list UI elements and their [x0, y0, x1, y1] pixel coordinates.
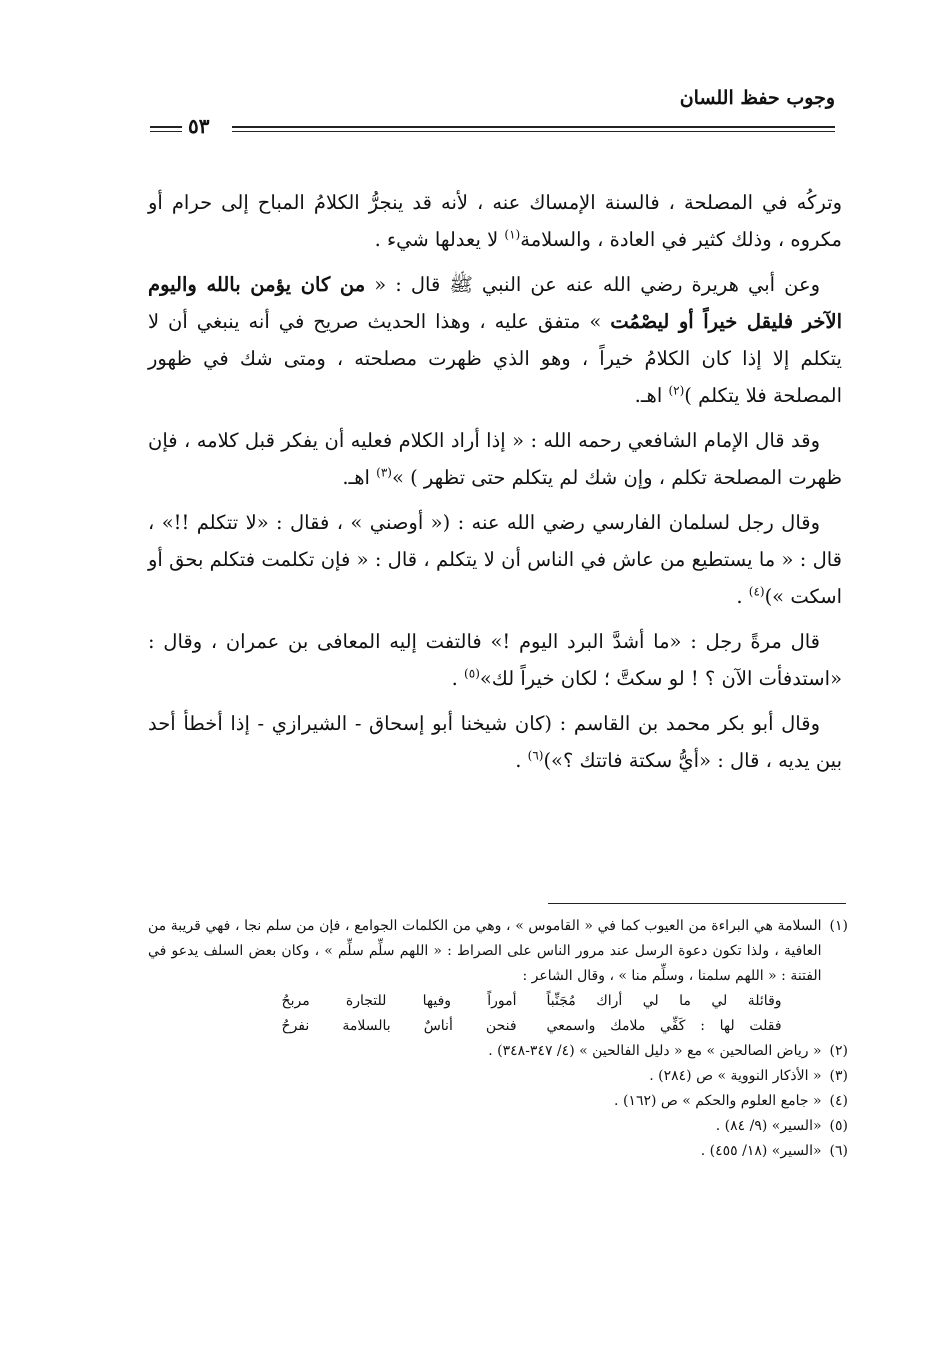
footnote-text: « الأذكار النووية » ص (٢٨٤) .: [649, 1068, 822, 1084]
footnote-5: [148, 1114, 848, 1139]
hemistich: أموراً وفيها للتجارة مربحُ: [281, 993, 517, 1009]
paragraph: وقال أبو بكر محمد بن القاسم : (كان شيخنا أبو إسحاق - الشيرازي - إذا أخطأ أحد بين يديه ، قال : «أيُّ سكتة فاتتك ؟»)$^{(٦)}$ .: [148, 712, 842, 772]
footnote-number: (٦): [829, 1143, 848, 1159]
footnote-2: [148, 1039, 848, 1064]
poem: [148, 989, 782, 1039]
footnote-text: « جامع العلوم والحكم » ص (١٦٢) .: [614, 1093, 822, 1109]
header-rule-short: [150, 126, 182, 132]
header-rule-long: [232, 126, 835, 132]
poem-line: [282, 989, 782, 1014]
footnote-6: [148, 1139, 848, 1164]
footnote-marker[interactable]: (٢): [668, 383, 685, 398]
paragraph: وتركُه في المصلحة ، فالسنة الإمساك عنه ، لأنه قد ينجرُّ الكلامُ المباح إلى حرام أو مكروه ، وذلك كثير في العادة ، والسلامة$^{(١)}$ لا يعدلها شيء .: [148, 191, 842, 251]
footnote-divider: [548, 903, 846, 904]
hemistich: فقلت لها : كَفِّي ملامك واسمعي: [546, 1018, 782, 1034]
footnote-text: السلامة هي البراءة من العيوب كما في « القاموس » ، وهي من الكلمات الجوامع ، فإن من سلم نجا ، فهي قريبة من العافية ، ولذا تكون دعوة الرسل عند مرور الناس على الصراط : « اللهم سلِّم سلِّم » ، وكان بعض السلف يدعو في الفتنة : « اللهم سلمنا ، وسلِّم منا » ، وقال الشاعر :: [148, 918, 822, 984]
footnote-number: (٥): [829, 1118, 848, 1134]
footnote-number: (٤): [829, 1093, 848, 1109]
page-header: [150, 82, 835, 142]
running-title: وجوب حفظ اللسان: [679, 87, 835, 109]
footnote-marker[interactable]: (٦): [527, 748, 544, 763]
poem-line: [282, 1014, 782, 1039]
footnote-number: (٣): [829, 1068, 848, 1084]
paragraph: وقد قال الإمام الشافعي رحمه الله : « إذا أراد الكلام فعليه أن يفكر قبل كلامه ، فإن ظهرت المصلحة تكلم ، وإن شك لم يتكلم حتى تظهر ) »$^{(٣)}$ اهـ.: [148, 429, 842, 489]
page-number: ٥٣: [188, 114, 210, 138]
footnote-marker[interactable]: (٥): [464, 666, 480, 681]
footnote-number: (١): [829, 918, 848, 934]
paragraph: وعن أبي هريرة رضي الله عنه عن النبي ﷺ قال : « من كان يؤمن بالله واليوم الآخر فليقل خيراً أو ليصْمُت » متفق عليه ، وهذا الحديث صريح في أنه ينبغي أن لا يتكلم إلا إذا كان الكلامُ خيراً ، وهو الذي ظهرت مصلحته ، ومتى شك في ظهور المصلحة فلا يتكلم )$^{(٢)}$ اهـ.: [148, 273, 842, 407]
footnote-marker[interactable]: (٣): [376, 465, 392, 480]
footnote-4: [148, 1089, 848, 1114]
hadith-text: من كان يؤمن بالله واليوم الآخر فليقل خيراً أو ليصْمُت: [148, 273, 842, 333]
hemistich: وقائلة لي ما لي أراك مُجَنِّباً: [546, 993, 782, 1009]
footnote-3: [148, 1064, 848, 1089]
footnote-text: « رياض الصالحين » مع « دليل الفالحين » (٤/ ٣٤٧-٣٤٨) .: [488, 1043, 822, 1059]
footnote-text: «السير» (١٨/ ٤٥٥) .: [700, 1143, 822, 1159]
main-text: [148, 184, 842, 787]
hemistich: فنحن أناسٌ بالسلامة نفرحُ: [281, 1018, 517, 1034]
footnote-1: [148, 914, 848, 1039]
footnote-text: «السير» (٩/ ٨٤) .: [715, 1118, 822, 1134]
footnote-marker[interactable]: (١): [504, 227, 521, 242]
footnote-marker[interactable]: (٤): [748, 584, 765, 599]
footnote-number: (٢): [829, 1043, 848, 1059]
paragraph: قال مرةً رجل : «ما أشدَّ البرد اليوم !» فالتفت إليه المعافى بن عمران ، وقال : «استدفأت الآن ؟ ! لو سكتَّ ؛ لكان خيراً لك»$^{(٥)}$ .: [148, 630, 842, 690]
paragraph: وقال رجل لسلمان الفارسي رضي الله عنه : (« أوصني » ، فقال : «لا تتكلم !!» ، قال : « ما يستطيع من عاش في الناس أن لا يتكلم ، قال : « فإن تكلمت فتكلم بحق أو اسكت »)$^{(٤)}$ .: [148, 511, 842, 608]
footnotes: [148, 914, 848, 1164]
